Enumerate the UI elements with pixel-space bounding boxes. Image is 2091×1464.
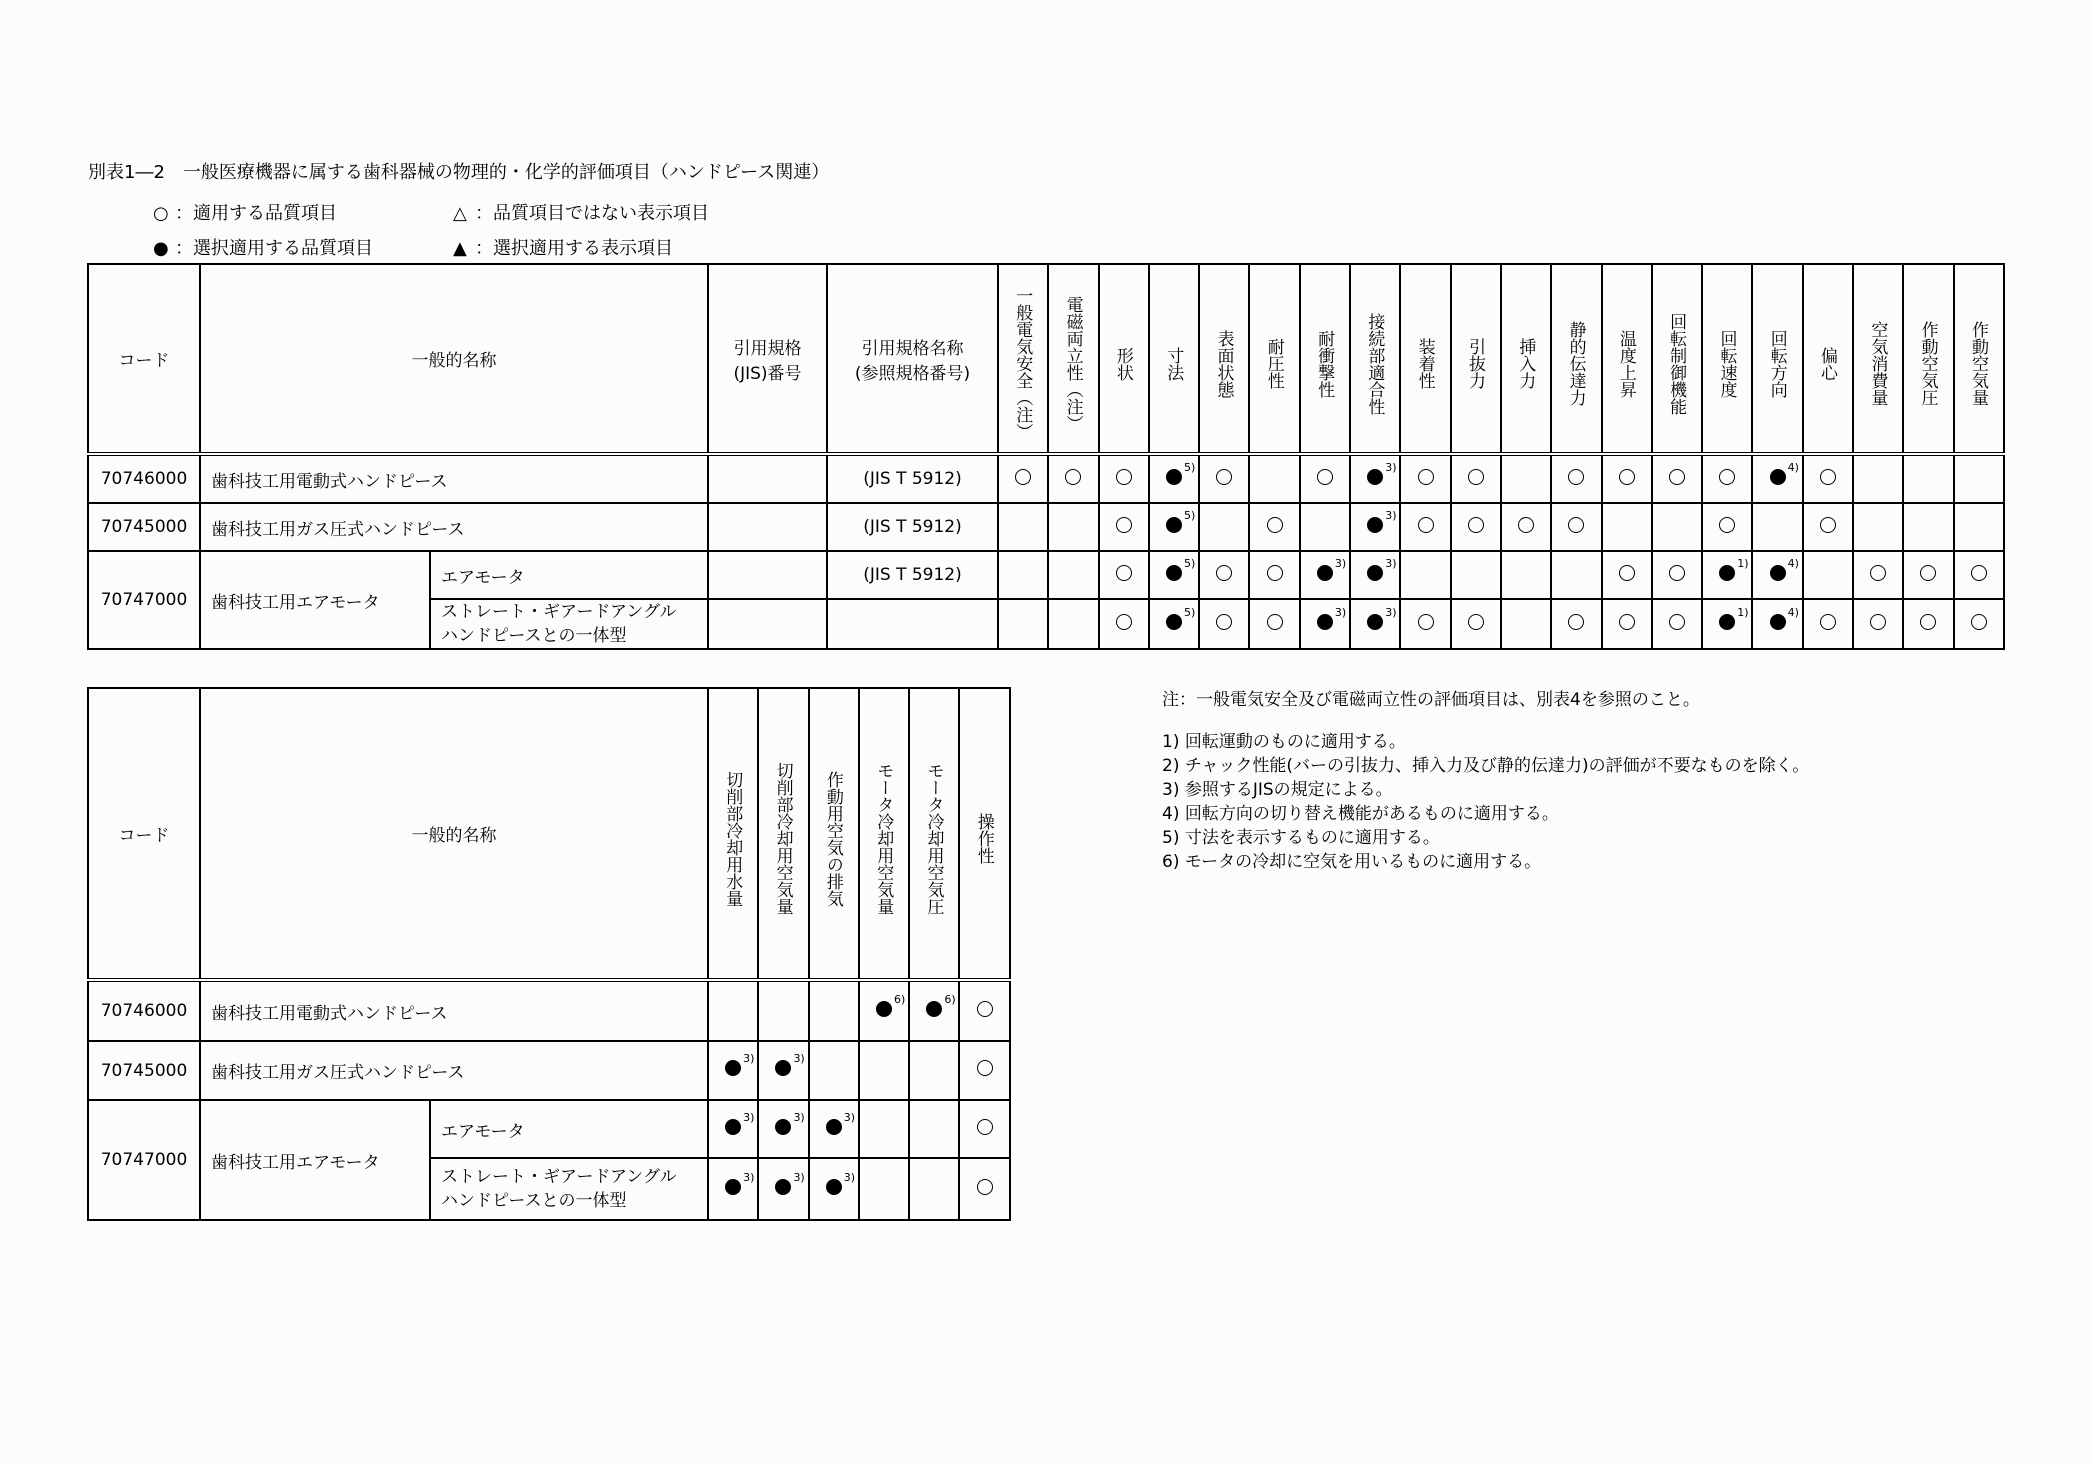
mark-cell (1451, 599, 1501, 649)
open-circle-icon (1568, 517, 1584, 533)
open-circle-icon (1568, 614, 1584, 630)
name-cell: 歯科技工用エアモータ (200, 551, 430, 649)
open-circle-icon (1267, 517, 1283, 533)
mark-cell (1853, 454, 1903, 503)
evaluation-table-1 (87, 263, 2005, 650)
filled-circle-icon (775, 1110, 805, 1135)
open-circle-icon (1568, 469, 1584, 485)
open-circle-icon (1619, 565, 1635, 581)
filled-circle-icon (1367, 556, 1397, 581)
mark-cell (1350, 551, 1400, 599)
filled-circle-icon (775, 1052, 805, 1076)
header-item: 回転制御機能 (1652, 264, 1702, 454)
mark-cell (1903, 599, 1953, 649)
mark-cell (1300, 599, 1350, 649)
mark-cell (1149, 454, 1199, 503)
open-circle-icon (1116, 469, 1132, 485)
mark-cell (1149, 503, 1199, 551)
filled-circle-icon: ● (153, 238, 169, 259)
mark-cell (909, 1041, 959, 1100)
header-item: 作動空気量 (1954, 264, 2004, 454)
filled-circle-icon (1770, 556, 1799, 581)
footnote-ref: 4) (1787, 605, 1799, 619)
open-circle-icon (1468, 469, 1484, 485)
table-row (88, 980, 1010, 1041)
header-item: 接続部適合性 (1350, 264, 1400, 454)
mark-cell (758, 1041, 808, 1100)
footnote-ref: 5) (1184, 460, 1196, 474)
header-item: 電磁両立性（注） (1048, 264, 1098, 454)
notes-section (1162, 688, 1809, 874)
mark-cell (1702, 454, 1752, 503)
footnote-ref: 3) (793, 1110, 805, 1124)
header-reference-standard: 引用規格名称 (参照規格番号) (827, 264, 998, 454)
mark-cell (959, 1041, 1009, 1100)
mark-cell (1954, 551, 2004, 599)
open-circle-icon (1820, 469, 1836, 485)
header-name: 一般的名称 (200, 264, 708, 454)
header-item: 温度上昇 (1602, 264, 1652, 454)
mark-cell (1954, 454, 2004, 503)
mark-cell (758, 1158, 808, 1220)
mark-cell (758, 980, 808, 1041)
subname-cell: ストレート・ギアードアングル ハンドピースとの一体型 (430, 599, 708, 649)
open-circle-icon (1116, 614, 1132, 630)
filled-circle-icon (1166, 605, 1196, 630)
subname-cell: エアモータ (430, 551, 708, 599)
name-cell: 歯科技工用ガス圧式ハンドピース (200, 503, 708, 551)
code-cell: 70747000 (88, 551, 200, 649)
mark-cell (1602, 599, 1652, 649)
mark-cell (1400, 599, 1450, 649)
filled-circle-icon (926, 992, 956, 1017)
mark-cell (1048, 551, 1098, 599)
subname-cell: ストレート・ギアードアングル ハンドピースとの一体型 (430, 1158, 708, 1220)
mark-cell (909, 980, 959, 1041)
mark-cell (1602, 551, 1652, 599)
footnote-ref: 3) (743, 1170, 755, 1184)
note-item: 4) 回転方向の切り替え機能があるものに適用する。 (1162, 804, 1559, 824)
header-item: 挿入力 (1501, 264, 1551, 454)
mark-cell (1954, 503, 2004, 551)
code-cell: 70746000 (88, 454, 200, 503)
mark-cell (998, 503, 1048, 551)
mark-cell (1400, 551, 1450, 599)
open-circle-icon (1267, 614, 1283, 630)
footnote-ref: 4) (1787, 460, 1799, 474)
footnote-ref: 6) (894, 992, 906, 1006)
mark-cell (1350, 454, 1400, 503)
header-item: 回転方向 (1752, 264, 1802, 454)
header-item: 耐圧性 (1249, 264, 1299, 454)
filled-circle-icon (876, 992, 906, 1017)
filled-circle-icon (1317, 605, 1347, 630)
mark-cell (1350, 503, 1400, 551)
mark-cell (1803, 551, 1853, 599)
mark-cell (1702, 551, 1752, 599)
header-item: 形状 (1099, 264, 1149, 454)
filled-circle-icon (1166, 508, 1196, 533)
mark-cell (809, 1158, 859, 1220)
mark-cell (859, 980, 909, 1041)
table-row (88, 454, 2004, 503)
header-item: 空気消費量 (1853, 264, 1903, 454)
mark-cell (1501, 503, 1551, 551)
open-circle-icon (1216, 614, 1232, 630)
open-triangle-icon: △ (453, 203, 467, 224)
header-item: 回転速度 (1702, 264, 1752, 454)
open-circle-icon (1518, 517, 1534, 533)
mark-cell (998, 599, 1048, 649)
filled-circle-icon (1719, 556, 1749, 581)
footnote-ref: 1) (1737, 605, 1749, 619)
open-circle-icon (1820, 614, 1836, 630)
mark-cell (859, 1041, 909, 1100)
mark-cell (1099, 599, 1149, 649)
mark-cell (809, 980, 859, 1041)
mark-cell (1501, 454, 1551, 503)
open-circle-icon (1267, 565, 1283, 581)
header-item: 静的伝達力 (1551, 264, 1601, 454)
jis-cell (708, 503, 827, 551)
mark-cell (758, 1100, 808, 1158)
mark-cell (1048, 454, 1098, 503)
filled-triangle-icon: ▲ (453, 238, 467, 259)
mark-cell (1752, 454, 1802, 503)
mark-cell (1752, 599, 1802, 649)
footnote-ref: 5) (1184, 605, 1196, 619)
mark-cell (1048, 599, 1098, 649)
mark-cell (708, 980, 758, 1041)
name-cell: 歯科技工用電動式ハンドピース (200, 980, 708, 1041)
reference-cell: (JIS T 5912) (827, 503, 998, 551)
mark-cell (1249, 599, 1299, 649)
footnote-ref: 3) (1334, 556, 1347, 570)
open-circle-icon (1669, 614, 1685, 630)
subname-cell: エアモータ (430, 1100, 708, 1158)
mark-cell (1853, 551, 1903, 599)
footnote-ref: 3) (1385, 460, 1397, 474)
mark-cell (1551, 454, 1601, 503)
mark-cell (1149, 599, 1199, 649)
evaluation-table-2 (87, 687, 1011, 1221)
reference-cell: (JIS T 5912) (827, 454, 998, 503)
header-item: 引抜力 (1451, 264, 1501, 454)
open-circle-icon (977, 1060, 993, 1076)
open-circle-icon (1971, 614, 1987, 630)
mark-cell (909, 1100, 959, 1158)
mark-cell (1702, 503, 1752, 551)
document-title: 別表1―2 一般医療機器に属する歯科器械の物理的・化学的評価項目（ハンドピース関連） (88, 162, 830, 183)
mark-cell (1652, 503, 1702, 551)
mark-cell (708, 1041, 758, 1100)
mark-cell (1602, 454, 1652, 503)
mark-cell (1249, 503, 1299, 551)
legend-display-only (453, 199, 709, 225)
open-circle-icon (977, 1119, 993, 1135)
mark-cell (1803, 503, 1853, 551)
header-jis-number: 引用規格 (JIS)番号 (708, 264, 827, 454)
open-circle-icon (1870, 565, 1886, 581)
header-row (88, 264, 2004, 454)
mark-cell (809, 1100, 859, 1158)
name-cell: 歯科技工用ガス圧式ハンドピース (200, 1041, 708, 1100)
mark-cell (1501, 551, 1551, 599)
mark-cell (1048, 503, 1098, 551)
open-circle-icon (1719, 517, 1735, 533)
mark-cell (1199, 551, 1249, 599)
mark-cell (1702, 599, 1752, 649)
mark-cell (1501, 599, 1551, 649)
footnote-ref: 5) (1184, 508, 1196, 522)
mark-cell (1199, 454, 1249, 503)
filled-circle-icon (1367, 460, 1397, 485)
legend-label: ：品質項目ではない表示項目 (475, 203, 709, 224)
code-cell: 70745000 (88, 503, 200, 551)
table-row (88, 503, 2004, 551)
header-item: 一般電気安全（注） (998, 264, 1048, 454)
open-circle-icon (1820, 517, 1836, 533)
footnote-ref: 3) (843, 1170, 856, 1184)
header-item: モータ冷却用空気圧 (909, 688, 959, 980)
mark-cell (1300, 503, 1350, 551)
open-circle-icon (1920, 565, 1936, 581)
mark-cell (1652, 454, 1702, 503)
open-circle-icon (1619, 469, 1635, 485)
mark-cell (1652, 599, 1702, 649)
mark-cell (1903, 454, 1953, 503)
jis-cell (708, 599, 827, 649)
name-cell: 歯科技工用エアモータ (200, 1100, 430, 1220)
header-item: 切削部冷却用空気量 (758, 688, 808, 980)
table-row (88, 1100, 1010, 1158)
mark-cell (1451, 503, 1501, 551)
footnote-ref: 4) (1787, 556, 1799, 570)
filled-circle-icon (1770, 605, 1799, 630)
open-circle-icon (1116, 565, 1132, 581)
table-row (88, 1041, 1010, 1100)
legend-label: ：適用する品質項目 (175, 203, 337, 224)
name-cell: 歯科技工用電動式ハンドピース (200, 454, 708, 503)
filled-circle-icon (725, 1110, 755, 1135)
legend-label: ：選択適用する品質項目 (175, 238, 373, 259)
filled-circle-icon (826, 1170, 856, 1195)
footnote-ref: 3) (743, 1110, 755, 1124)
mark-cell (1451, 551, 1501, 599)
mark-cell (1853, 503, 1903, 551)
mark-cell (1551, 503, 1601, 551)
open-circle-icon (1065, 469, 1081, 485)
open-circle-icon (1619, 614, 1635, 630)
mark-cell (1249, 551, 1299, 599)
filled-circle-icon (725, 1052, 755, 1076)
filled-circle-icon (1719, 605, 1749, 630)
jis-cell (708, 551, 827, 599)
open-circle-icon (1669, 469, 1685, 485)
mark-cell (1199, 503, 1249, 551)
mark-cell (708, 1100, 758, 1158)
filled-circle-icon (775, 1170, 805, 1195)
mark-cell (1300, 551, 1350, 599)
header-code: コード (88, 688, 200, 980)
filled-circle-icon (826, 1110, 856, 1135)
code-cell: 70745000 (88, 1041, 200, 1100)
mark-cell (959, 980, 1009, 1041)
filled-circle-icon (1367, 605, 1397, 630)
mark-cell (1249, 454, 1299, 503)
mark-cell (1400, 503, 1450, 551)
open-circle-icon (1317, 469, 1333, 485)
mark-cell (1099, 551, 1149, 599)
note-item: 3) 参照するJISの規定による。 (1162, 780, 1393, 800)
mark-cell (959, 1158, 1009, 1220)
note-item: 1) 回転運動のものに適用する。 (1162, 732, 1406, 752)
open-circle-icon (1015, 469, 1031, 485)
footnote-ref: 5) (1184, 556, 1196, 570)
note-main: 注：一般電気安全及び電磁両立性の評価項目は、別表4を参照のこと。 (1162, 690, 1700, 710)
header-item: 寸法 (1149, 264, 1199, 454)
header-item: モータ冷却用空気量 (859, 688, 909, 980)
mark-cell (1451, 454, 1501, 503)
header-item: 表面状態 (1199, 264, 1249, 454)
mark-cell (1903, 503, 1953, 551)
header-item: 切削部冷却用水量 (708, 688, 758, 980)
legend-optional (153, 234, 373, 260)
open-circle-icon (1971, 565, 1987, 581)
mark-cell (1099, 454, 1149, 503)
mark-cell (1551, 599, 1601, 649)
mark-cell (1752, 551, 1802, 599)
open-circle-icon (1920, 614, 1936, 630)
open-circle-icon (1418, 517, 1434, 533)
open-circle-icon (1468, 517, 1484, 533)
filled-circle-icon (725, 1170, 755, 1195)
open-circle-icon (1216, 469, 1232, 485)
table-row (88, 551, 2004, 599)
header-item: 作動空気圧 (1903, 264, 1953, 454)
footnote-ref: 3) (1385, 556, 1397, 570)
footnote-ref: 3) (793, 1170, 805, 1184)
filled-circle-icon (1166, 460, 1196, 485)
mark-cell (859, 1158, 909, 1220)
mark-cell (1551, 551, 1601, 599)
filled-circle-icon (1367, 508, 1397, 533)
note-item: 2) チャック性能(バーの引抜力、挿入力及び静的伝達力)の評価が不要なものを除く。 (1162, 756, 1810, 776)
mark-cell (1149, 551, 1199, 599)
mark-cell (1752, 503, 1802, 551)
footnote-ref: 6) (944, 992, 956, 1006)
mark-cell (1903, 551, 1953, 599)
legend-applicable (153, 199, 337, 225)
mark-cell (809, 1041, 859, 1100)
mark-cell (998, 551, 1048, 599)
legend-label: ：選択適用する表示項目 (475, 238, 673, 259)
header-name: 一般的名称 (200, 688, 708, 980)
filled-circle-icon (1770, 460, 1799, 485)
open-circle-icon (1418, 469, 1434, 485)
header-item: 装着性 (1400, 264, 1450, 454)
mark-cell (1803, 454, 1853, 503)
note-item: 6) モータの冷却に空気を用いるものに適用する。 (1162, 852, 1542, 872)
mark-cell (708, 1158, 758, 1220)
mark-cell (1652, 551, 1702, 599)
footnote-ref: 3) (1334, 605, 1347, 619)
open-circle-icon (1669, 565, 1685, 581)
mark-cell (959, 1100, 1009, 1158)
open-circle-icon (1468, 614, 1484, 630)
header-item: 作動用空気の排気 (809, 688, 859, 980)
reference-cell: (JIS T 5912) (827, 551, 998, 599)
footnote-ref: 3) (793, 1052, 805, 1065)
mark-cell (909, 1158, 959, 1220)
code-cell: 70746000 (88, 980, 200, 1041)
mark-cell (1099, 503, 1149, 551)
filled-circle-icon (1166, 556, 1196, 581)
filled-circle-icon (1317, 556, 1347, 581)
mark-cell (1400, 454, 1450, 503)
open-circle-icon (1116, 517, 1132, 533)
open-circle-icon (977, 1179, 993, 1195)
footnote-ref: 3) (743, 1052, 755, 1065)
open-circle-icon (1719, 469, 1735, 485)
open-circle-icon (1418, 614, 1434, 630)
open-circle-icon (977, 1001, 993, 1017)
header-item: 耐衝撃性 (1300, 264, 1350, 454)
footnote-ref: 1) (1737, 556, 1749, 570)
note-item: 5) 寸法を表示するものに適用する。 (1162, 828, 1440, 848)
mark-cell (998, 454, 1048, 503)
mark-cell (859, 1100, 909, 1158)
header-item: 偏心 (1803, 264, 1853, 454)
header-code: コード (88, 264, 200, 454)
footnote-ref: 3) (843, 1110, 856, 1124)
open-circle-icon: ○ (153, 203, 169, 224)
jis-cell (708, 454, 827, 503)
footnote-ref: 3) (1385, 508, 1397, 522)
footnote-ref: 3) (1385, 605, 1397, 619)
header-row (88, 688, 1010, 980)
mark-cell (1602, 503, 1652, 551)
mark-cell (1300, 454, 1350, 503)
mark-cell (1853, 599, 1903, 649)
mark-cell (1954, 599, 2004, 649)
mark-cell (1350, 599, 1400, 649)
mark-cell (1803, 599, 1853, 649)
header-item: 操作性 (959, 688, 1009, 980)
open-circle-icon (1216, 565, 1232, 581)
open-circle-icon (1870, 614, 1886, 630)
reference-cell (827, 599, 998, 649)
mark-cell (1199, 599, 1249, 649)
code-cell: 70747000 (88, 1100, 200, 1220)
legend-optional-display (453, 234, 673, 260)
